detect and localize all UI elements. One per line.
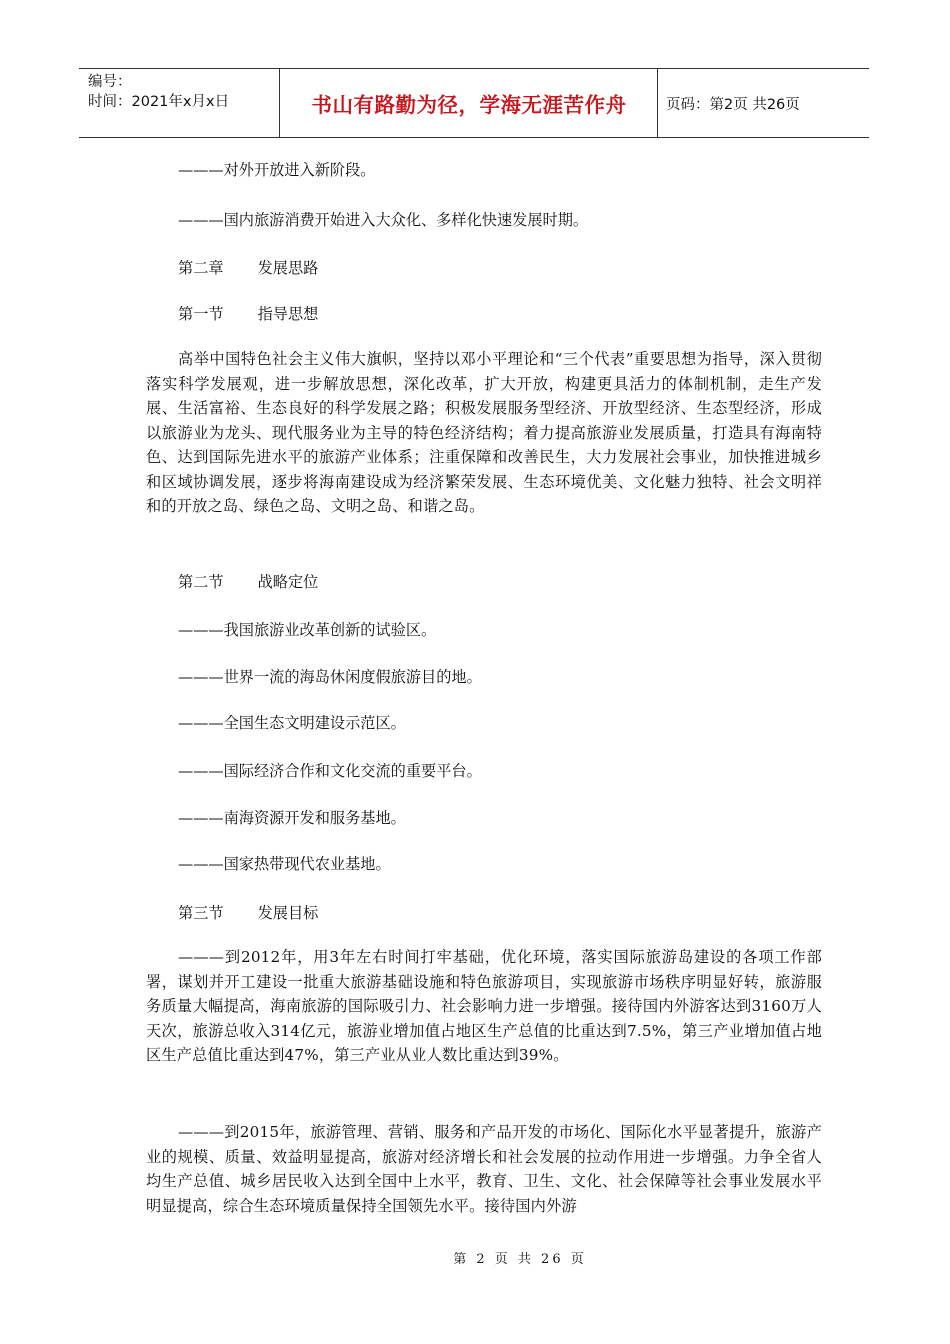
header-meta [79,69,280,137]
page-header [79,68,869,138]
section-number: 第三节 [178,904,224,922]
list-item: ———南海资源开发和服务基地。 [178,809,406,827]
section-heading [178,302,318,327]
list-item: ———全国生态文明建设示范区。 [178,714,406,732]
list-item: ———国际经济合作和文化交流的重要平台。 [178,762,482,780]
section-title: 指导思想 [257,305,319,323]
page-info: 页码：第2页 共26页 [666,96,800,113]
list-item: ———我国旅游业改革创新的试验区。 [178,621,437,639]
list-item: ———国家热带现代农业基地。 [178,855,391,873]
text-line: ———国内旅游消费开始进入大众化、多样化快速发展时期。 [178,211,589,229]
text-line: ———对外开放进入新阶段。 [178,161,376,179]
list-item: ———世界一流的海岛休闲度假旅游目的地。 [178,668,482,686]
time-label: 时间：2021年x月x日 [88,94,230,110]
section-title: 战略定位 [257,573,319,591]
paragraph: 高举中国特色社会主义伟大旗帜，坚持以邓小平理论和“三个代表”重要思想为指导，深入贯彻落实科学发展观，进一步解放思想，深化改革，扩大开放，构建更具活力的体制机制，走生产发展、生活富裕、生态良好的科学发展之路；积极发展服务型经济、开放型经济、生态型经济，形成以旅游业为龙头、现代服务业为主导的特色经济结构；着力提高旅游业发展质量，打造具有海南特色、达到国际先进水平的旅游产业体系；注重保障和改善民生，大力发展社会事业，加快推进城乡和区域协调发展，逐步将海南建设成为经济繁荣发展、生态环境优美、文化魅力独特、社会文明祥和的开放之岛、绿色之岛、文明之岛、和谐之岛。 [146,350,822,515]
paragraph: ———到2015年，旅游管理、营销、服务和产品开发的市场化、国际化水平显著提升，旅游产业的规模、质量、效益明显提高，旅游对经济增长和社会发展的拉动作用进一步增强。力争全省人均生产总值、城乡居民收入达到全国中上水平，教育、卫生、文化、社会保障等社会事业发展水平明显提高，综合生态环境质量保持全国领先水平。接待国内外游 [146,1123,822,1215]
motto: 书山有路勤为径，学海无涯苦作舟 [281,69,658,137]
section-heading [178,901,318,926]
section-number: 第一节 [178,305,224,323]
chapter-title: 发展思路 [257,259,319,277]
chapter-heading [178,256,318,281]
page-footer: 第 2 页 共 26 页 [453,1252,587,1267]
chapter-number: 第二章 [178,259,224,277]
paragraph: ———到2012年，用3年左右时间打牢基础，优化环境，落实国际旅游岛建设的各项工作部署，谋划并开工建设一批重大旅游基础设施和特色旅游项目，实现旅游市场秩序明显好转，旅游服务质量大幅提高，海南旅游的国际吸引力、社会影响力进一步增强。接待国内外游客达到3160万人天次，旅游总收入314亿元，旅游业增加值占地区生产总值的比重达到7.5%，第三产业增加值占地区生产总值比重达到47%，第三产业从业人数比重达到39%。 [146,948,822,1064]
section-number: 第二节 [178,573,224,591]
section-heading [178,570,318,595]
number-label: 编号： [88,74,132,90]
section-title: 发展目标 [257,904,319,922]
